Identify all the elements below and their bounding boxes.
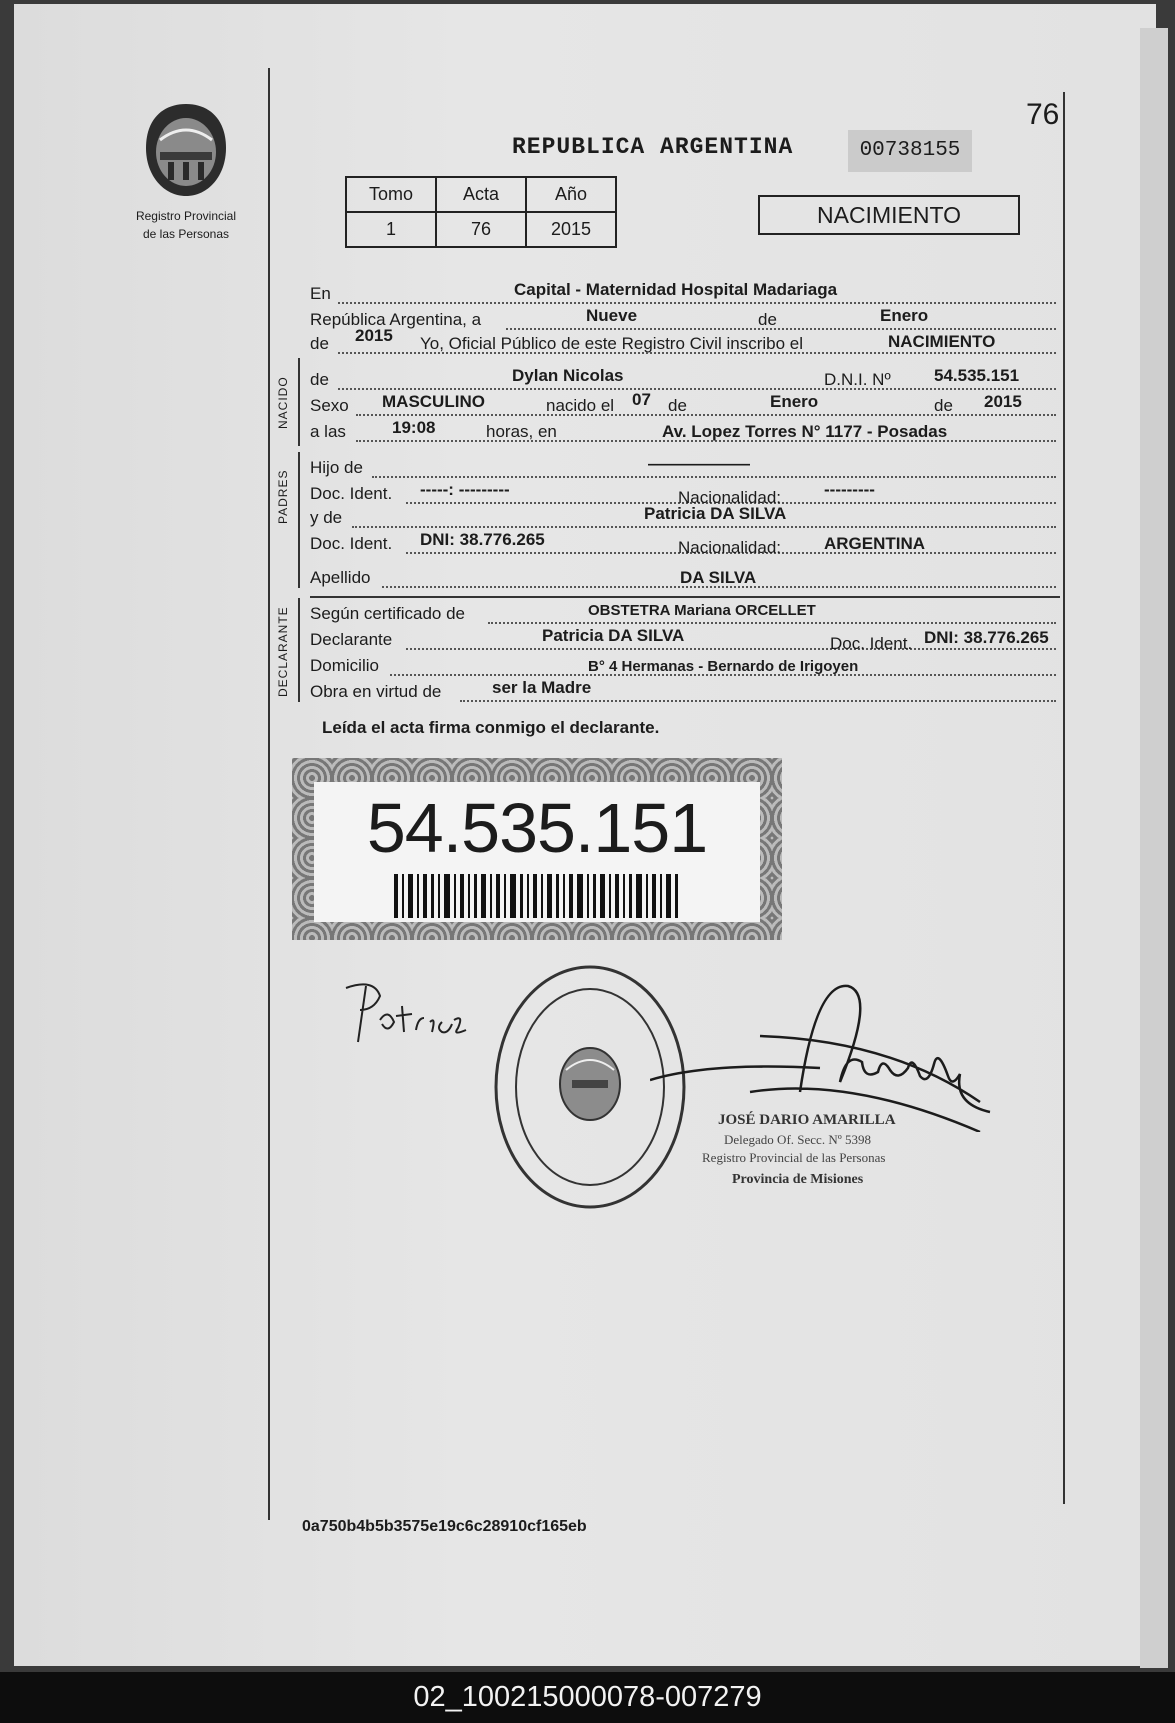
header-acta: Acta <box>436 177 526 212</box>
dotted-line <box>406 648 1056 650</box>
label-de-year: de <box>310 334 329 353</box>
row-name <box>310 366 1060 392</box>
value-anio: 2015 <box>526 212 616 247</box>
closing-statement: Leída el acta firma conmigo el declarante. <box>322 718 660 737</box>
document-hash: 0a750b4b5b3575e19c6c28910cf165eb <box>302 1518 587 1535</box>
label-horas-en: horas, en <box>486 422 557 441</box>
official-signature <box>650 972 1000 1132</box>
left-margin-line <box>268 68 270 1520</box>
label-doc2: Doc. Ident. <box>310 534 393 553</box>
label-dni: D.N.I. Nº <box>824 370 891 389</box>
label-hijo-de: Hijo de <box>310 458 363 477</box>
label-nac2: Nacionalidad: <box>678 538 782 557</box>
serial-number: 00738155 <box>848 130 972 172</box>
row-date <box>310 306 1060 332</box>
label-en: En <box>310 284 331 303</box>
row-obra <box>310 678 1060 704</box>
section-label-padres: PADRES <box>276 469 290 525</box>
row-certificado <box>310 600 1060 626</box>
label-nacido-el: nacido el <box>546 396 615 415</box>
dotted-line <box>488 622 1056 624</box>
official-role: Delegado Of. Secc. Nº 5398 <box>724 1132 871 1147</box>
official-province: Provincia de Misiones <box>732 1172 864 1187</box>
row-doc2 <box>310 530 1060 556</box>
value-birth-year: 2015 <box>984 392 1022 411</box>
value-birth-day: 07 <box>632 390 651 409</box>
row-mother <box>310 504 1060 530</box>
barcode-number: 54.535.151 <box>366 789 708 867</box>
logo-caption-line1: Registro Provincial <box>135 209 237 223</box>
section-divider-padres <box>298 452 300 588</box>
section-separator <box>310 596 1060 598</box>
value-place: Capital - Maternidad Hospital Madariaga <box>514 280 838 299</box>
label-de2: de <box>934 396 953 415</box>
value-mother: Patricia DA SILVA <box>644 504 787 523</box>
dotted-line <box>338 302 1056 304</box>
value-act: NACIMIENTO <box>888 332 996 351</box>
section-divider-declarante <box>298 598 300 702</box>
label-de: de <box>758 310 777 329</box>
header-tomo: Tomo <box>346 177 436 212</box>
dotted-line <box>338 352 1056 354</box>
label-obra: Obra en virtud de <box>310 682 442 701</box>
dotted-line <box>352 526 1056 528</box>
right-margin-line <box>1063 92 1065 1504</box>
label-declarante: Declarante <box>310 630 393 649</box>
value-nac1: --------- <box>824 480 875 499</box>
value-father: —————— <box>648 454 750 473</box>
row-father <box>310 454 1060 480</box>
section-label-nacido: NACIDO <box>276 376 290 430</box>
value-year: 2015 <box>355 326 393 345</box>
official-office: Registro Provincial de las Personas <box>702 1150 886 1165</box>
section-divider-nacido <box>298 358 300 446</box>
row-place <box>310 280 1060 306</box>
act-type-box: NACIMIENTO <box>758 195 1020 235</box>
value-doc-ident: DNI: 38.776.265 <box>924 628 1049 647</box>
value-acta: 76 <box>436 212 526 247</box>
barcode-label <box>314 782 760 922</box>
label-domicilio: Domicilio <box>310 656 379 675</box>
logo-caption-line2: de las Personas <box>142 227 230 241</box>
dotted-line <box>372 476 1056 478</box>
label-de1: de <box>668 396 687 415</box>
dni-barcode-sticker <box>292 758 782 940</box>
register-header-row <box>346 177 616 212</box>
value-doc2: DNI: 38.776.265 <box>420 530 545 549</box>
value-apellido: DA SILVA <box>680 568 757 587</box>
page-number: 76 <box>1026 98 1060 131</box>
label-a-las: a las <box>310 422 346 441</box>
row-declarante <box>310 626 1060 652</box>
value-name: Dylan Nicolas <box>512 366 624 385</box>
row-domicilio <box>310 652 1060 678</box>
label-nac1: Nacionalidad: <box>678 488 782 507</box>
value-month: Enero <box>880 306 929 325</box>
label-certificado: Según certificado de <box>310 604 465 623</box>
row-apellido <box>310 564 1060 590</box>
underlying-page-edge <box>1140 28 1168 1668</box>
country-title: REPUBLICA ARGENTINA <box>512 134 794 160</box>
value-tomo: 1 <box>346 212 436 247</box>
value-sexo: MASCULINO <box>382 392 485 411</box>
file-id-footer: 02_100215000078-007279 <box>0 1672 1175 1723</box>
label-official: Yo, Oficial Público de este Registro Civil inscribo el <box>420 334 803 353</box>
label-de: de <box>310 370 329 389</box>
value-time: 19:08 <box>392 418 436 437</box>
label-republica: República Argentina, a <box>310 310 482 329</box>
row-official <box>310 326 1060 356</box>
value-declarante: Patricia DA SILVA <box>542 626 685 645</box>
value-certificado: OBSTETRA Mariana ORCELLET <box>588 602 816 619</box>
value-doc1: -----: --------- <box>420 480 510 499</box>
row-doc1 <box>310 480 1060 506</box>
official-name: JOSÉ DARIO AMARILLA <box>718 1112 896 1128</box>
coat-of-arms-icon <box>138 100 234 200</box>
dotted-line <box>338 388 1056 390</box>
section-label-declarante: DECLARANTE <box>276 606 290 698</box>
label-doc1: Doc. Ident. <box>310 484 393 503</box>
value-nac2: ARGENTINA <box>824 534 926 553</box>
value-obra: ser la Madre <box>492 678 592 697</box>
register-value-row <box>346 212 616 247</box>
label-doc-ident: Doc. Ident. <box>830 634 913 653</box>
value-domicilio: B° 4 Hermanas - Bernardo de Irigoyen <box>588 658 859 675</box>
row-time-place <box>310 418 1060 444</box>
header-anio: Año <box>526 177 616 212</box>
declarant-signature <box>344 980 468 1050</box>
value-address: Av. Lopez Torres N° 1177 - Posadas <box>662 422 948 441</box>
barcode-icon <box>394 874 684 918</box>
register-table <box>345 176 617 248</box>
label-sexo: Sexo <box>310 396 349 415</box>
label-apellido: Apellido <box>310 568 371 587</box>
value-dni: 54.535.151 <box>934 366 1020 385</box>
registry-logo <box>126 100 246 241</box>
value-birth-month: Enero <box>770 392 819 411</box>
value-day-words: Nueve <box>586 306 638 325</box>
label-y-de: y de <box>310 508 343 527</box>
dotted-line <box>460 700 1056 702</box>
row-sex-birth <box>310 392 1060 418</box>
